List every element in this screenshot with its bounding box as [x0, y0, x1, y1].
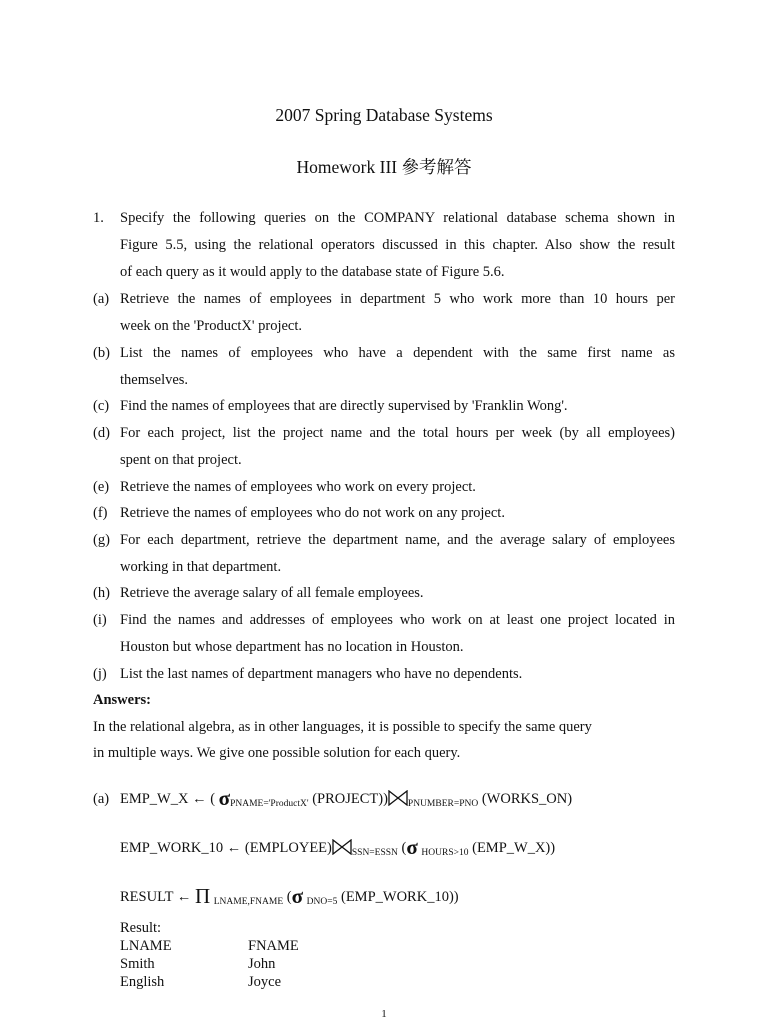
part-text: List the last names of department managers who have no dependents. — [120, 666, 523, 682]
formula-lhs: RESULT — [120, 889, 174, 905]
formula-emp-w-x — [93, 788, 572, 814]
formula-lhs: EMP_W_X — [119, 791, 189, 807]
part-label: (c) — [93, 398, 110, 414]
doc-subtitle: Homework III 參考解答 — [296, 157, 472, 177]
part-text: Find the names and addresses of employees who work on at least one project located in — [120, 612, 675, 628]
assign-arrow: ← — [226, 840, 242, 856]
page-number: 1 — [381, 1008, 387, 1020]
part-label: (g) — [93, 532, 110, 548]
assign-arrow: ← — [176, 889, 192, 905]
pi-symbol: Π — [194, 884, 211, 908]
sigma-symbol: σ — [406, 835, 418, 859]
open-paren: ( — [210, 791, 216, 807]
formula-rhs: (EMP_WORK_10)) — [341, 889, 459, 905]
part-label: (h) — [93, 585, 110, 601]
join-condition: SSN=ESSN — [351, 848, 398, 858]
formula-rhs: (EMP_W_X)) — [472, 840, 556, 856]
question-line: Figure 5.5, using the relational operators discussed in this chapter. Also show the result — [120, 237, 675, 253]
select-argument: (PROJECT)) — [312, 791, 388, 807]
select-condition: HOURS>10 — [421, 848, 469, 858]
answer-label: (a) — [93, 791, 110, 807]
part-label: (a) — [93, 291, 110, 307]
join-icon — [332, 839, 352, 861]
answers-heading: Answers: — [93, 692, 151, 708]
part-label: (f) — [93, 505, 108, 521]
result-cell: Joyce — [248, 974, 282, 990]
part-text: Retrieve the names of employees who work on every project. — [120, 479, 476, 495]
part-text: Retrieve the names of employees in department 5 who work more than 10 hours per — [120, 291, 675, 307]
result-header-fname: FNAME — [248, 938, 299, 954]
question-number: 1. — [93, 210, 104, 226]
formula-emp-work-10 — [120, 837, 555, 863]
part-text: spent on that project. — [120, 452, 242, 468]
formula-result — [120, 886, 459, 912]
part-text: For each project, list the project name and the total hours per week (by all employees) — [120, 425, 675, 441]
part-text: themselves. — [120, 372, 189, 388]
part-text: week on the 'ProductX' project. — [120, 318, 302, 334]
part-label: (d) — [93, 425, 110, 441]
join-condition: PNUMBER=PNO — [407, 799, 479, 809]
join-icon — [388, 790, 408, 812]
part-text: List the names of employees who have a dependent with the same first name as — [120, 345, 675, 361]
result-label: Result: — [120, 920, 162, 936]
formula-lhs: EMP_WORK_10 — [120, 840, 224, 856]
part-text: Find the names of employees that are directly supervised by 'Franklin Wong'. — [120, 398, 568, 414]
question-line: of each query as it would apply to the database state of Figure 5.6. — [120, 264, 505, 280]
part-text: Retrieve the names of employees who do not work on any project. — [120, 505, 505, 521]
part-text: Retrieve the average salary of all female employees. — [120, 585, 424, 601]
join-left: (EMPLOYEE) — [244, 840, 332, 856]
sigma-symbol: σ — [291, 884, 304, 908]
assign-arrow: ← — [192, 791, 207, 807]
answers-intro-line: in multiple ways. We give one possible solution for each query. — [93, 745, 461, 761]
part-text: Houston but whose department has no location in Houston. — [120, 639, 464, 655]
part-text: For each department, retrieve the department name, and the average salary of employees — [120, 532, 675, 548]
part-label: (b) — [93, 345, 110, 361]
part-label: (e) — [93, 479, 110, 495]
result-cell: John — [248, 956, 276, 972]
question-line: Specify the following queries on the COMPANY relational database schema shown in — [120, 210, 675, 226]
select-condition: PNAME='ProductX' — [230, 799, 309, 809]
result-cell: English — [120, 974, 165, 990]
doc-title: 2007 Spring Database Systems — [275, 105, 493, 125]
open-paren: ( — [286, 889, 292, 905]
select-condition: DNO=5 — [306, 897, 338, 907]
result-header-lname: LNAME — [120, 938, 172, 954]
part-label: (i) — [93, 612, 107, 628]
result-cell: Smith — [120, 956, 155, 972]
formula-rhs: (WORKS_ON) — [481, 791, 573, 807]
sigma-symbol: σ — [218, 786, 231, 810]
part-text: working in that department. — [120, 559, 282, 575]
part-label: (j) — [93, 666, 107, 682]
project-attributes: LNAME,FNAME — [213, 897, 284, 907]
answers-intro-line: In the relational algebra, as in other languages, it is possible to specify the same query — [93, 719, 592, 735]
open-paren: ( — [401, 840, 407, 856]
